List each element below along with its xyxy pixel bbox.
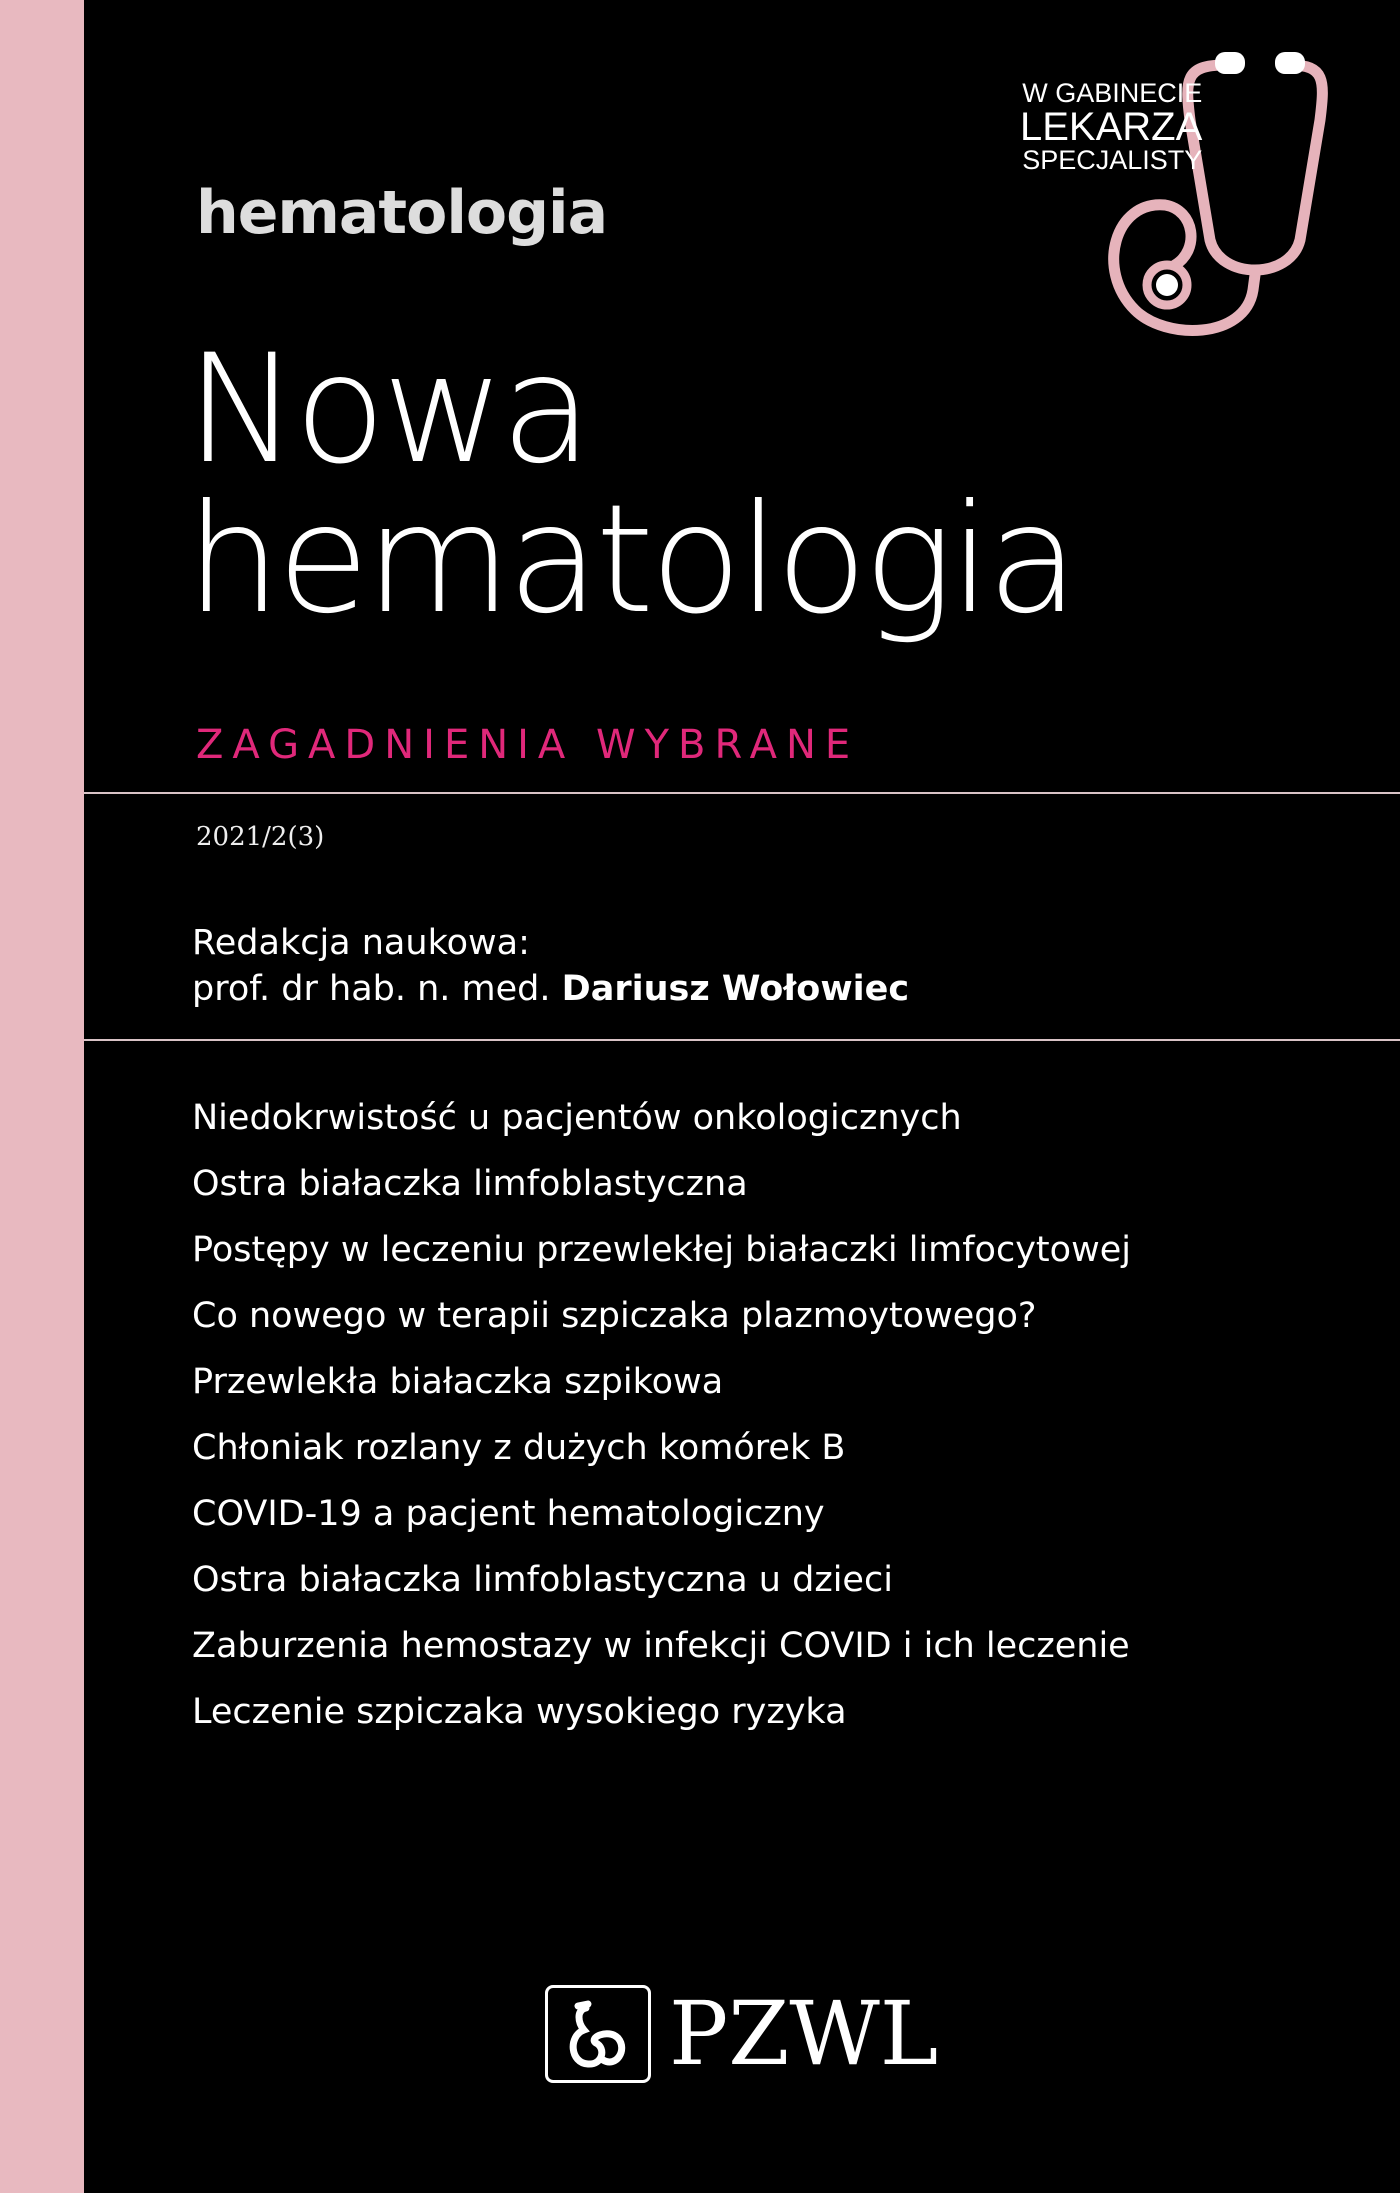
topic-item: Co nowego w terapii szpiczaka plazmoytowego? — [192, 1296, 1037, 1336]
topic-item: Chłoniak rozlany z dużych komórek B — [192, 1428, 846, 1468]
pink-spine-strip — [0, 0, 84, 2193]
book-title — [186, 323, 1076, 647]
editor-block — [192, 920, 909, 1012]
topic-item: Postępy w leczeniu przewlekłej białaczki limfocytowej — [192, 1230, 1131, 1270]
series-logo-line1: W GABINECIE — [1022, 78, 1203, 108]
issue-number: 2021/2(3) — [196, 822, 325, 852]
topic-item: Leczenie szpiczaka wysokiego ryzyka — [192, 1692, 847, 1732]
topic-item: Niedokrwistość u pacjentów onkologicznych — [192, 1098, 962, 1138]
topic-item: Ostra białaczka limfoblastyczna — [192, 1164, 748, 1204]
editor-label: Redakcja naukowa: — [192, 923, 530, 963]
divider — [84, 792, 1400, 794]
publisher-logo — [545, 1982, 939, 2085]
publisher-name: PZWL — [669, 1982, 939, 2085]
topic-item: Zaburzenia hemostazy w infekcji COVID i ich leczenie — [192, 1626, 1130, 1666]
topic-item: Ostra białaczka limfoblastyczna u dzieci — [192, 1560, 893, 1600]
divider — [84, 1039, 1400, 1041]
series-logo-line3: SPECJALISTY — [1022, 145, 1203, 175]
topic-list — [192, 1085, 1131, 1745]
subtitle: ZAGADNIENIA WYBRANE — [196, 722, 860, 768]
series-logo-line2: LEKARZA — [1020, 105, 1203, 149]
title-line1: Nowa — [186, 323, 589, 497]
topic-item: COVID-19 a pacjent hematologiczny — [192, 1494, 825, 1534]
editor-name: Dariusz Wołowiec — [561, 969, 910, 1009]
title-line2: hematologia — [186, 473, 1076, 647]
series-name: hematologia — [196, 178, 608, 248]
series-logo — [1020, 80, 1202, 174]
topic-item: Przewlekła białaczka szpikowa — [192, 1362, 724, 1402]
editor-title: prof. dr hab. n. med. — [192, 969, 551, 1009]
snake-emblem-icon — [545, 1985, 651, 2083]
